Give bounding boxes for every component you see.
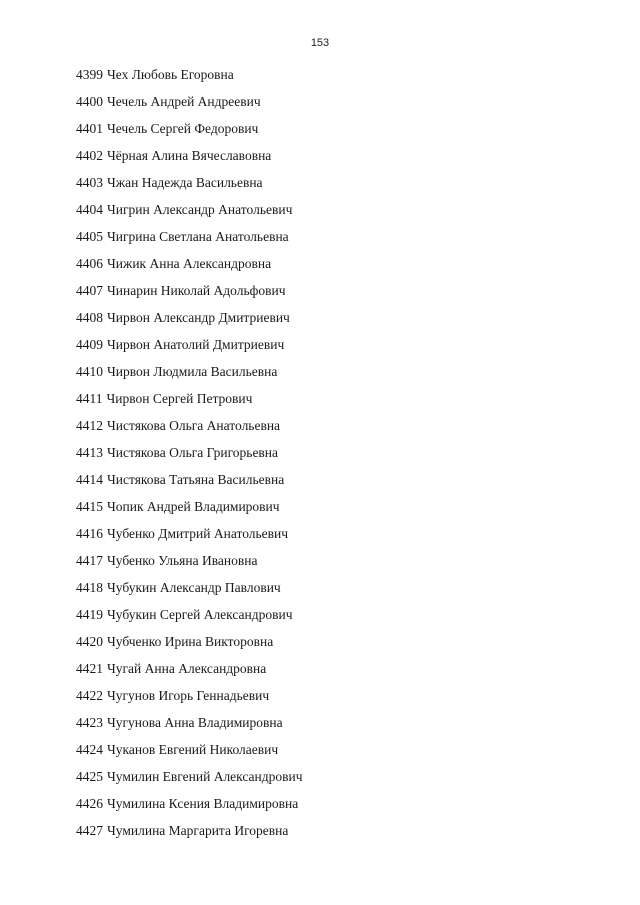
list-item	[76, 309, 303, 336]
list-item	[76, 714, 303, 741]
list-item	[76, 687, 303, 714]
entry-number: 4414	[76, 472, 103, 487]
entry-name: Чубукин Сергей Александрович	[107, 607, 293, 622]
entry-number: 4399	[76, 67, 103, 82]
entry-number: 4425	[76, 769, 103, 784]
entry-name: Чубенко Ульяна Ивановна	[107, 553, 258, 568]
entry-number: 4400	[76, 94, 103, 109]
list-item	[76, 498, 303, 525]
entry-name: Чубукин Александр Павлович	[107, 580, 281, 595]
entry-number: 4401	[76, 121, 103, 136]
list-item	[76, 552, 303, 579]
list-item	[76, 390, 303, 417]
entry-name: Чечель Сергей Федорович	[107, 121, 259, 136]
list-item	[76, 768, 303, 795]
entry-name: Чугунова Анна Владимировна	[107, 715, 283, 730]
list-item	[76, 822, 303, 849]
entry-name: Чубченко Ирина Викторовна	[107, 634, 274, 649]
entry-number: 4410	[76, 364, 103, 379]
list-item	[76, 363, 303, 390]
list-item	[76, 741, 303, 768]
entry-name: Чирвон Александр Дмитриевич	[107, 310, 290, 325]
list-item	[76, 282, 303, 309]
entry-number: 4408	[76, 310, 103, 325]
entry-name: Чигрин Александр Анатольевич	[107, 202, 293, 217]
entry-name: Чирвон Анатолий Дмитриевич	[107, 337, 285, 352]
entry-name: Чумилин Евгений Александрович	[107, 769, 303, 784]
page-number: 153	[310, 37, 330, 49]
entry-number: 4422	[76, 688, 103, 703]
entry-name: Чумилина Маргарита Игоревна	[107, 823, 289, 838]
entry-name: Чирвон Сергей Петрович	[106, 391, 253, 406]
entry-name: Чех Любовь Егоровна	[107, 67, 234, 82]
entry-name: Чижик Анна Александровна	[107, 256, 272, 271]
entry-number: 4421	[76, 661, 103, 676]
list-item	[76, 93, 303, 120]
entry-number: 4416	[76, 526, 103, 541]
list-item	[76, 606, 303, 633]
list-item	[76, 444, 303, 471]
list-item	[76, 147, 303, 174]
entry-number: 4427	[76, 823, 103, 838]
entry-name: Чистякова Ольга Григорьевна	[107, 445, 279, 460]
entry-name: Чугай Анна Александровна	[107, 661, 267, 676]
list-item	[76, 336, 303, 363]
entry-name: Чёрная Алина Вячеславовна	[107, 148, 272, 163]
entry-number: 4415	[76, 499, 103, 514]
list-item	[76, 228, 303, 255]
list-item	[76, 120, 303, 147]
list-item	[76, 633, 303, 660]
entry-name: Чумилина Ксения Владимировна	[107, 796, 299, 811]
entry-name: Чугунов Игорь Геннадьевич	[107, 688, 270, 703]
list-item	[76, 417, 303, 444]
entry-number: 4417	[76, 553, 103, 568]
entry-number: 4424	[76, 742, 103, 757]
entry-number: 4404	[76, 202, 103, 217]
entry-number: 4403	[76, 175, 103, 190]
entry-number: 4418	[76, 580, 103, 595]
list-item	[76, 471, 303, 498]
entry-name: Чубенко Дмитрий Анатольевич	[107, 526, 289, 541]
list-item	[76, 201, 303, 228]
name-list	[76, 66, 303, 849]
list-item	[76, 174, 303, 201]
entry-number: 4420	[76, 634, 103, 649]
entry-name: Чинарин Николай Адольфович	[107, 283, 286, 298]
entry-number: 4412	[76, 418, 103, 433]
entry-name: Чечель Андрей Андреевич	[107, 94, 261, 109]
entry-number: 4409	[76, 337, 103, 352]
entry-number: 4419	[76, 607, 103, 622]
entry-name: Чистякова Ольга Анатольевна	[107, 418, 281, 433]
entry-number: 4406	[76, 256, 103, 271]
entry-name: Чистякова Татьяна Васильевна	[107, 472, 285, 487]
entry-number: 4405	[76, 229, 103, 244]
entry-name: Чжан Надежда Васильевна	[107, 175, 263, 190]
entry-name: Чопик Андрей Владимирович	[107, 499, 280, 514]
entry-number: 4413	[76, 445, 103, 460]
entry-number: 4411	[76, 391, 103, 406]
list-item	[76, 579, 303, 606]
entry-name: Чирвон Людмила Васильевна	[107, 364, 278, 379]
list-item	[76, 525, 303, 552]
list-item	[76, 795, 303, 822]
entry-number: 4402	[76, 148, 103, 163]
list-item	[76, 255, 303, 282]
entry-name: Чигрина Светлана Анатольевна	[107, 229, 289, 244]
entry-name: Чуканов Евгений Николаевич	[107, 742, 279, 757]
entry-number: 4423	[76, 715, 103, 730]
list-item	[76, 660, 303, 687]
entry-number: 4426	[76, 796, 103, 811]
entry-number: 4407	[76, 283, 103, 298]
list-item	[76, 66, 303, 93]
